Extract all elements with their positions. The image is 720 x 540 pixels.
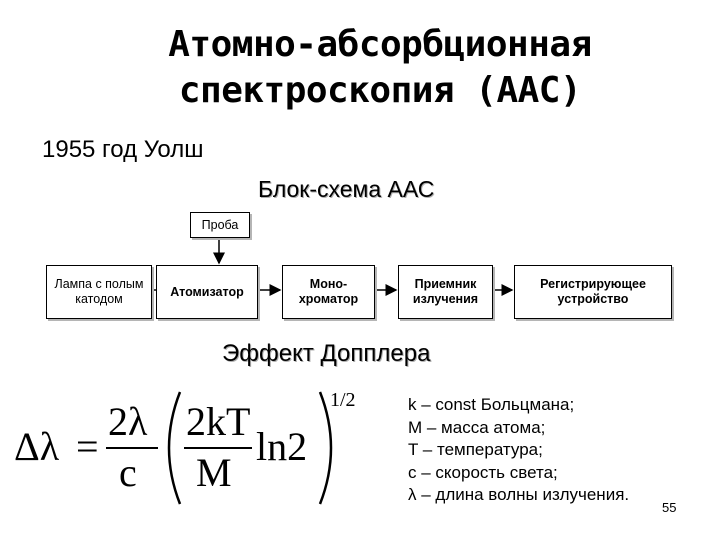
receiver-box: Приемник излучения xyxy=(398,265,493,319)
left-paren xyxy=(169,392,180,504)
formula-lhs: Δλ xyxy=(14,424,60,469)
sample-box: Проба xyxy=(190,212,250,238)
subtitle-year: 1955 год Уолш xyxy=(42,136,204,163)
slide-title-line1: Атомно-абсорбционная xyxy=(168,24,592,65)
legend-item-t: T – температура; xyxy=(408,440,543,459)
legend-item-c: c – скорость света; xyxy=(408,462,558,482)
formula-equals: = xyxy=(76,424,99,469)
monochromator-box: Моно-хроматор xyxy=(282,265,375,319)
block-scheme-title: Блок-схема ААС xyxy=(258,176,435,202)
legend-item-m: M – масса атома; xyxy=(408,417,546,437)
formula-denominator: c xyxy=(119,450,137,495)
slide-title-line2: спектроскопия (ААС) xyxy=(178,70,582,111)
recorder-box: Регистрирующее устройство xyxy=(514,265,672,319)
formula-inner-numerator: 2kT xyxy=(186,399,251,444)
doppler-formula xyxy=(0,380,400,510)
lamp-box: Лампа с полым катодом xyxy=(46,265,152,319)
formula-legend xyxy=(408,394,629,507)
legend-item-lambda: λ – длина волны излучения. xyxy=(408,485,630,504)
page-number: 55 xyxy=(662,500,677,515)
doppler-title: Эффект Допплера xyxy=(222,340,431,367)
formula-numerator: 2λ xyxy=(108,399,148,444)
formula-inner-denominator: M xyxy=(196,450,232,495)
formula-ln2: ln2 xyxy=(256,424,308,469)
atomizer-box: Атомизатор xyxy=(156,265,258,319)
formula-exponent: 1/2 xyxy=(330,389,356,411)
legend-item-k: k – const Больцмана; xyxy=(408,395,575,414)
